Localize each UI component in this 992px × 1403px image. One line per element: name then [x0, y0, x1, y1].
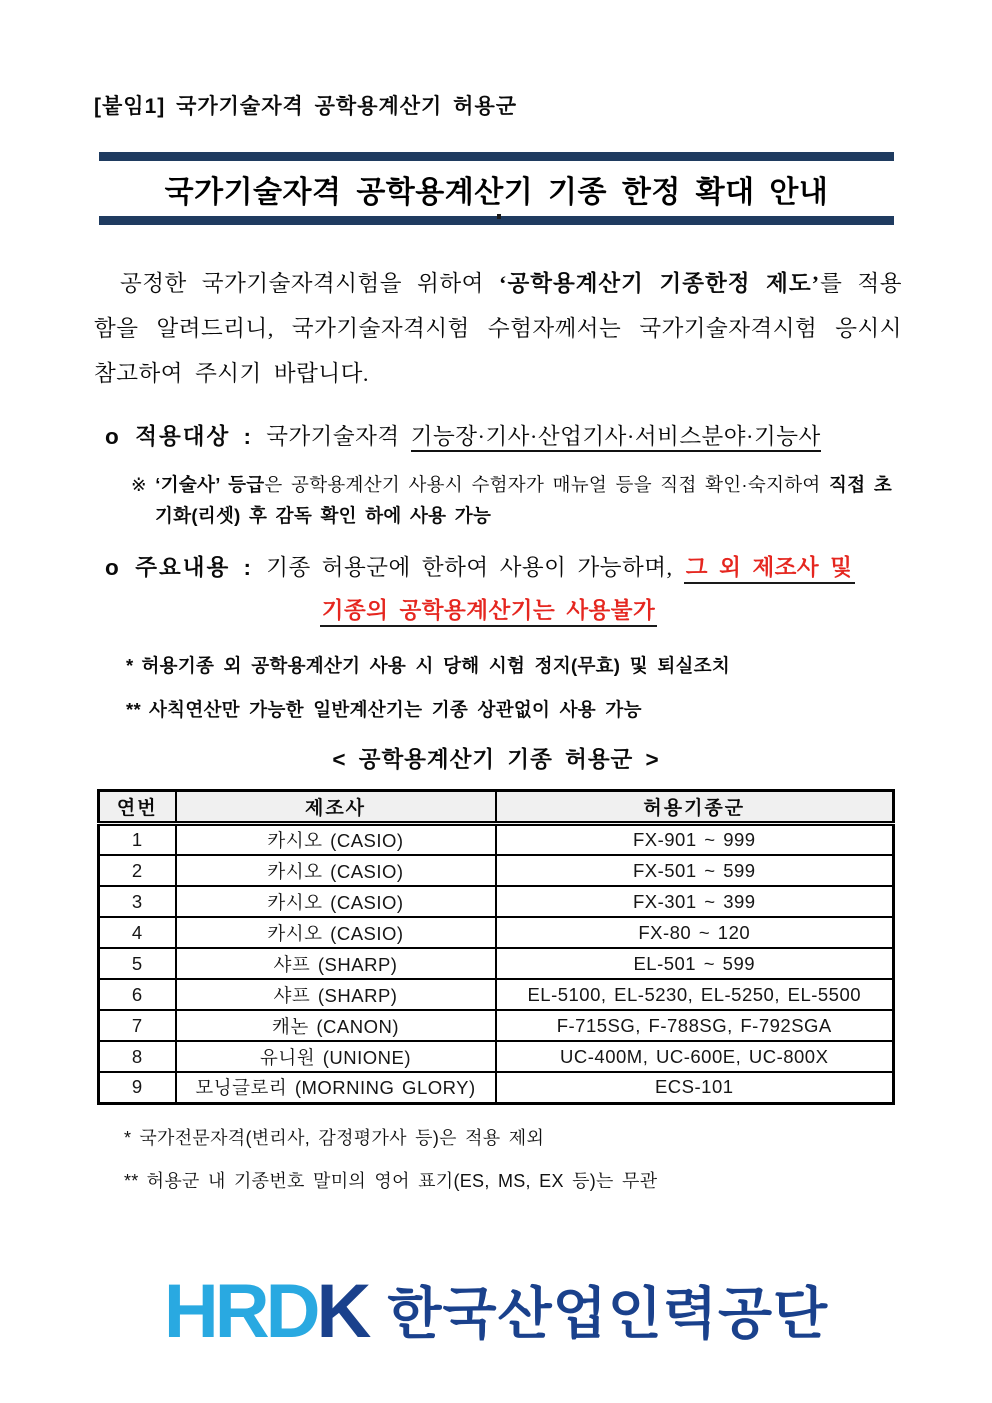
header-allowed-models: 허용기종군 [496, 791, 894, 824]
cell-allowed-models: FX-501 ~ 599 [496, 855, 894, 886]
cell-row-number: 3 [99, 886, 176, 917]
cell-manufacturer: 카시오 (CASIO) [176, 886, 496, 917]
main-separator: : [230, 555, 267, 580]
main-label: 주요내용 [135, 555, 231, 580]
target-underlined-grades: 기능장·기사·산업기사·서비스분야·기능사 [411, 424, 821, 452]
usage-note-2 [126, 698, 912, 721]
footnote-1-text: 국가전문자격(변리사, 감정평가사 등)은 적용 제외 [139, 1127, 545, 1148]
hrdk-logo-k: K [316, 1268, 368, 1354]
main-red-warning-line2: 기종의 공학용계산기는 사용불가 [320, 598, 658, 627]
cell-allowed-models: UC-400M, UC-600E, UC-800X [496, 1041, 894, 1072]
stray-period-mark [497, 214, 501, 219]
target-label: 적용대상 [135, 424, 231, 449]
main-section-line2 [105, 594, 872, 628]
cell-row-number: 4 [99, 917, 176, 948]
main-text: 기종 허용군에 한하여 사용이 가능하며, [266, 555, 684, 580]
footnote-2-text: 허용군 내 기종번호 말미의 영어 표기(ES, MS, EX 등)는 무관 [146, 1170, 658, 1191]
usage-note-2-text: 사칙연산만 가능한 일반계산기는 기종 상관없이 사용 가능 [149, 699, 642, 720]
cell-row-number: 9 [99, 1072, 176, 1103]
cell-row-number: 2 [99, 855, 176, 886]
cell-row-number: 5 [99, 948, 176, 979]
cell-allowed-models: FX-901 ~ 999 [496, 824, 894, 856]
footnotes [124, 1127, 912, 1192]
cell-allowed-models: EL-501 ~ 599 [496, 948, 894, 979]
cell-allowed-models: ECS-101 [496, 1072, 894, 1103]
header-row-number: 연번 [99, 791, 176, 824]
grade-note-marker: ※ [131, 474, 147, 495]
table-title: < 공학용계산기 기종 허용군 > [332, 747, 660, 772]
usage-note-1 [126, 654, 912, 677]
table-row [99, 1072, 894, 1103]
footnote-2 [124, 1170, 912, 1192]
footnote-1-marker: * [124, 1127, 132, 1148]
intro-bold-phrase: ‘공학용계산기 기종한정 제도’ [499, 271, 821, 296]
cell-manufacturer: 카시오 (CASIO) [176, 917, 496, 948]
table-row [99, 824, 894, 856]
table-header-row [99, 791, 894, 824]
hrdk-logo-hrd: HRD [163, 1268, 317, 1354]
grade-note-bold-lead: ‘기술사’ 등급 [155, 474, 265, 495]
cell-allowed-models: EL-5100, EL-5230, EL-5250, EL-5500 [496, 979, 894, 1010]
banner-bottom-rule [99, 216, 894, 225]
main-red-warning-line1: 그 외 제조사 및 [684, 555, 855, 584]
cell-manufacturer: 샤프 (SHARP) [176, 948, 496, 979]
cell-manufacturer: 캐논 (CANON) [176, 1010, 496, 1041]
usage-note-1-text: 허용기종 외 공학용계산기 사용 시 당해 시험 정지(무효) 및 퇴실조치 [141, 655, 730, 676]
cell-row-number: 6 [99, 979, 176, 1010]
title-banner [99, 152, 894, 225]
hrdk-logo-latin [163, 1268, 368, 1354]
cell-allowed-models: FX-301 ~ 399 [496, 886, 894, 917]
banner-top-rule [99, 152, 894, 161]
allowed-models-tbody [99, 824, 894, 1104]
usage-note-1-marker: * [126, 655, 134, 676]
table-row [99, 886, 894, 917]
usage-note-2-marker: ** [126, 699, 141, 720]
grade-note [131, 469, 892, 531]
cell-manufacturer: 카시오 (CASIO) [176, 824, 496, 856]
hrdk-logo [0, 1268, 992, 1354]
table-row [99, 1010, 894, 1041]
table-row [99, 917, 894, 948]
target-section [105, 420, 932, 454]
footnote-1 [124, 1127, 912, 1149]
attachment-label: [붙임1] 국가기술자격 공학용계산기 허용군 [94, 95, 518, 118]
cell-allowed-models: F-715SG, F-788SG, F-792SGA [496, 1010, 894, 1041]
target-separator: : [230, 424, 267, 449]
cell-manufacturer: 유니원 (UNIONE) [176, 1041, 496, 1072]
main-bullet: o [105, 555, 120, 580]
table-row [99, 1041, 894, 1072]
header-manufacturer: 제조사 [176, 791, 496, 824]
target-text: 국가기술자격 [266, 424, 411, 449]
cell-allowed-models: FX-80 ~ 120 [496, 917, 894, 948]
intro-paragraph [94, 261, 902, 396]
grade-note-middle: 은 공학용계산기 사용시 수험자가 매뉴얼 등을 직접 확인·숙지하여 [264, 474, 830, 495]
grade-note-bold-tail: 직접 초기화(리셋) 후 감독 확인 하에 사용 가능 [155, 474, 892, 526]
allowed-models-table [97, 789, 895, 1105]
main-section [105, 551, 932, 585]
cell-row-number: 8 [99, 1041, 176, 1072]
cell-row-number: 7 [99, 1010, 176, 1041]
cell-row-number: 1 [99, 824, 176, 856]
cell-manufacturer: 카시오 (CASIO) [176, 855, 496, 886]
intro-text-pre: 공정한 국가기술자격시험을 위하여 [120, 271, 499, 296]
target-bullet: o [105, 424, 120, 449]
cell-manufacturer: 모닝글로리 (MORNING GLORY) [176, 1072, 496, 1103]
footnote-2-marker: ** [124, 1170, 139, 1191]
intro-text-post: 를 적용함을 알려드리니, 국가기술자격시험 수험자께서는 국가기술자격시험 응시시 참고하여 주시기 바랍니다. [94, 271, 902, 386]
cell-manufacturer: 샤프 (SHARP) [176, 979, 496, 1010]
table-row [99, 979, 894, 1010]
hrdk-logo-korean-name: 한국산업인력공단 [387, 1281, 829, 1345]
usage-notes [126, 654, 912, 721]
document-title: 국가기술자격 공학용계산기 기종 한정 확대 안내 [164, 176, 829, 209]
table-row [99, 855, 894, 886]
table-row [99, 948, 894, 979]
